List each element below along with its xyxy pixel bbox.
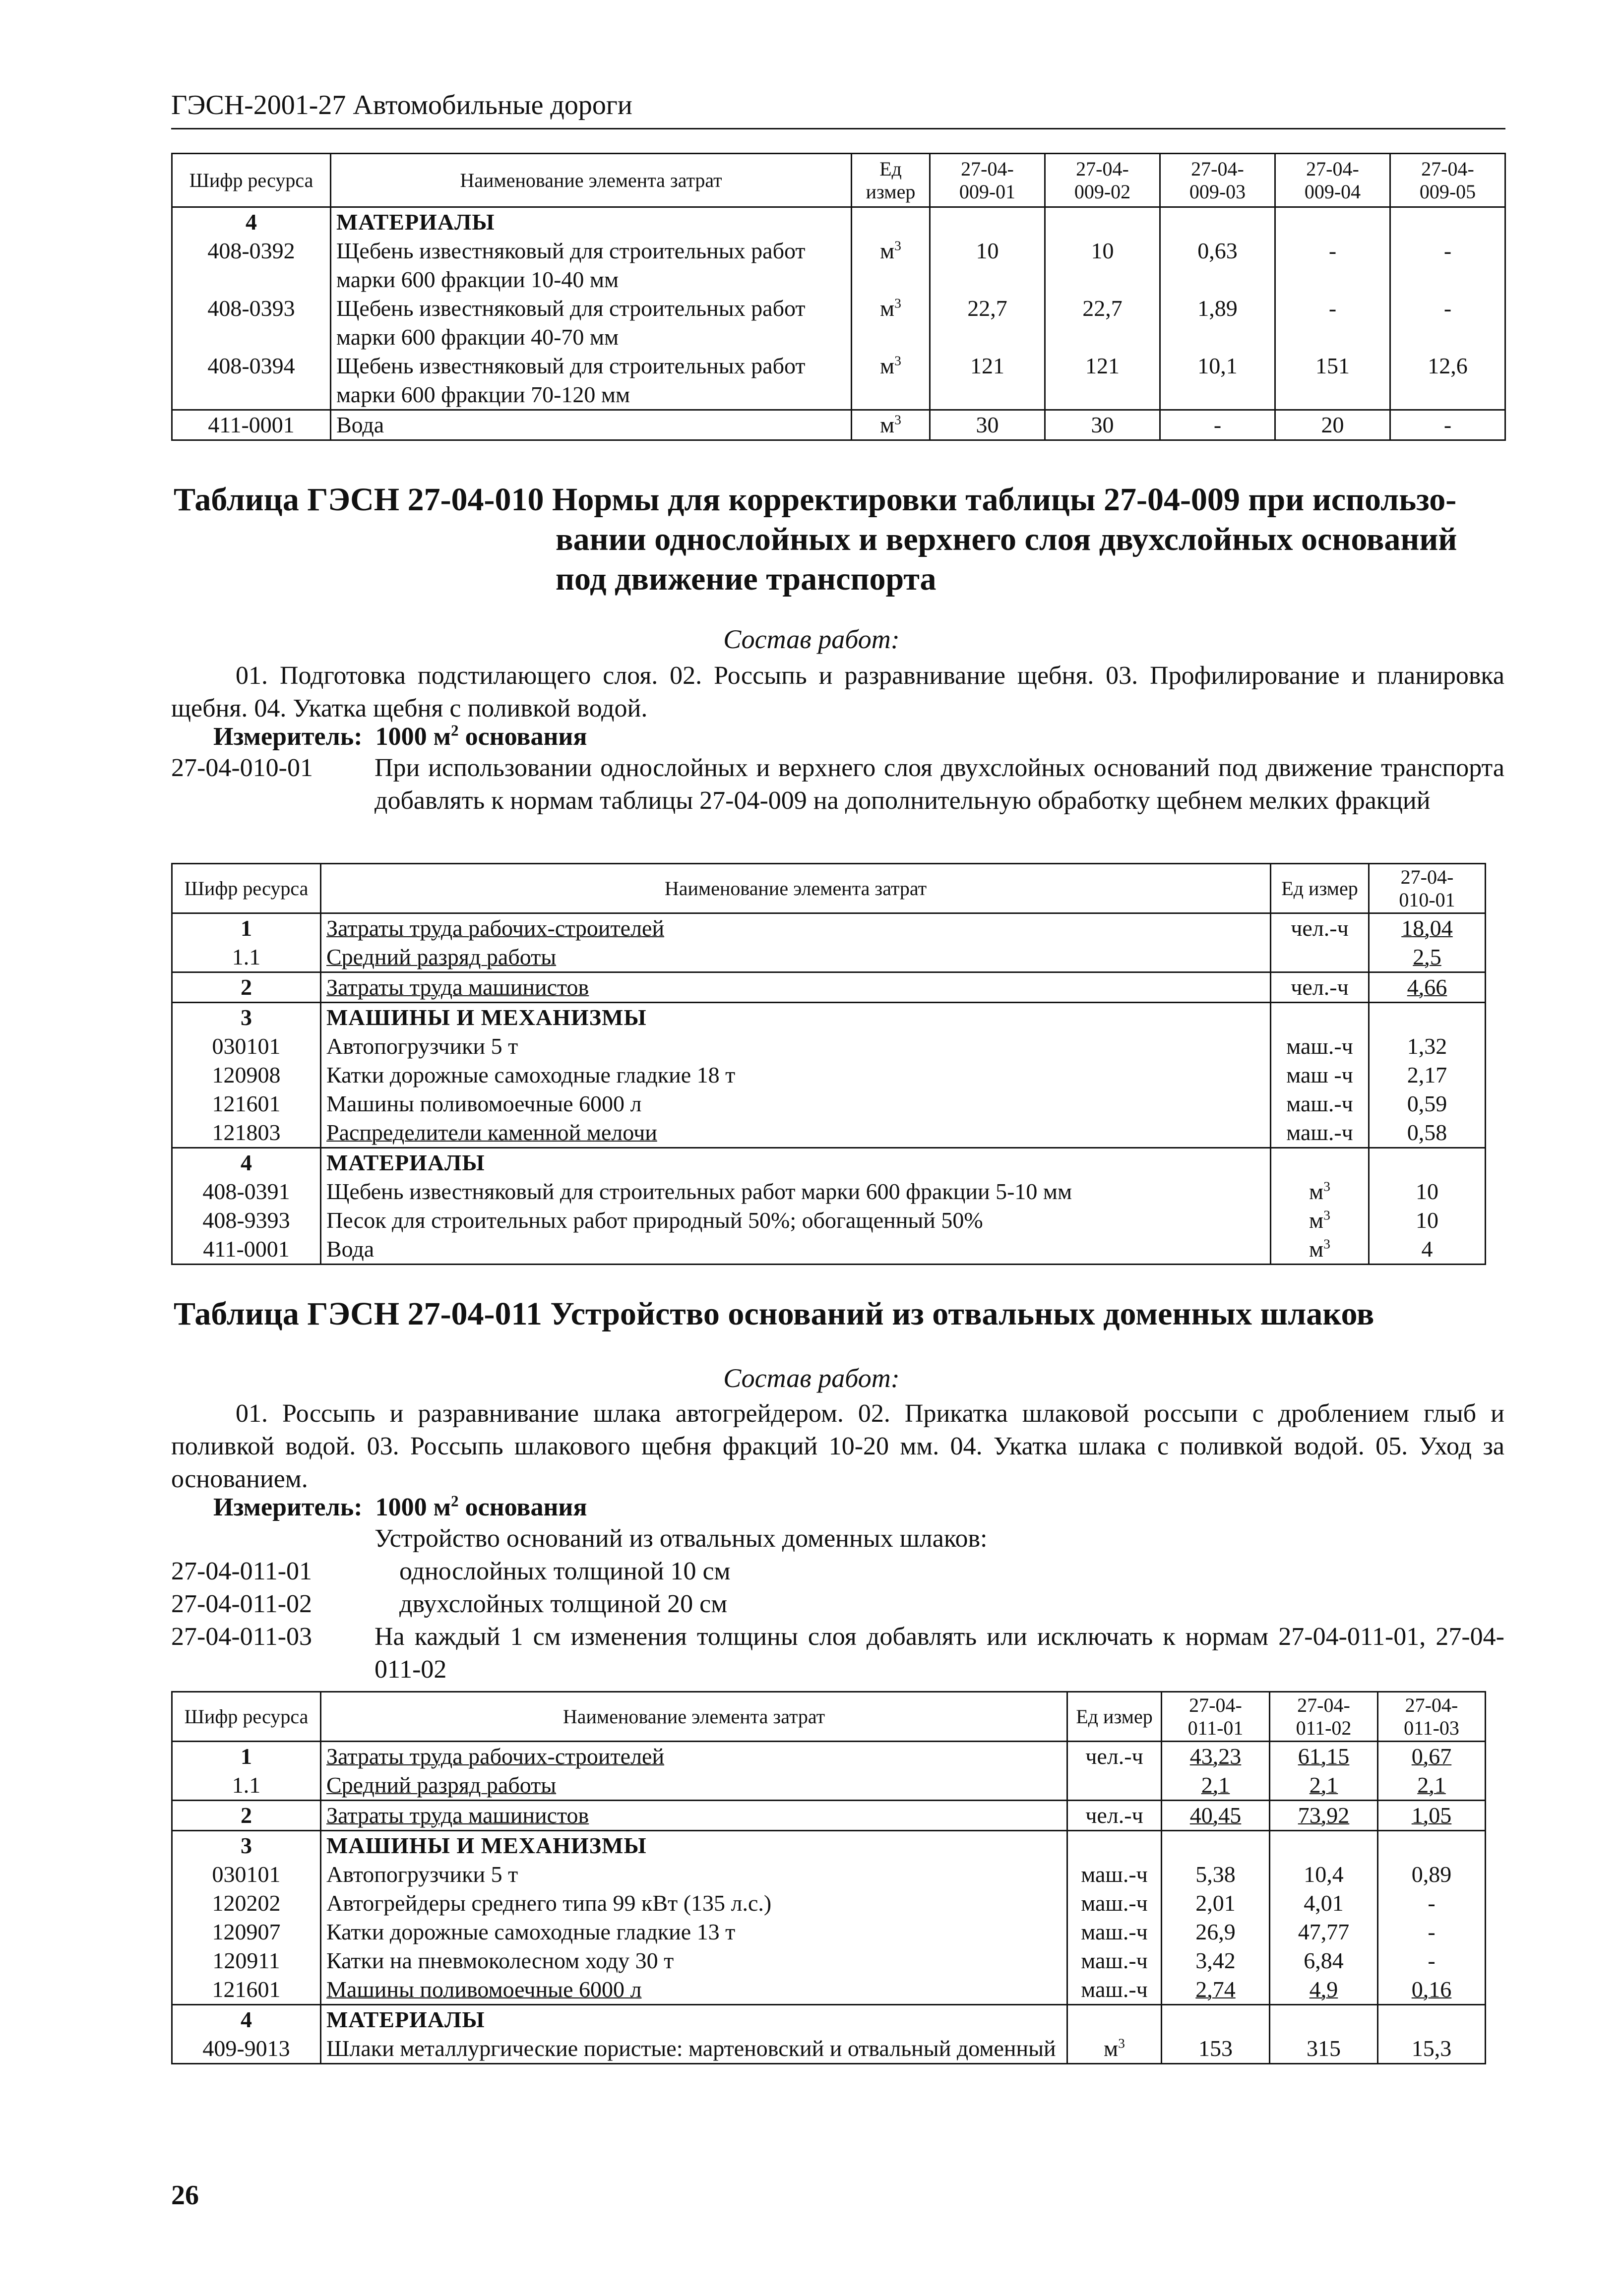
value-cell: 315 — [1270, 2034, 1378, 2064]
composition-heading: Состав работ: — [723, 1363, 900, 1393]
value-cell: 1,89 — [1160, 294, 1275, 352]
measure-label: Измеритель: — [213, 723, 363, 751]
value-cell: 2,1 — [1162, 1771, 1270, 1801]
unit-cell: маш.-ч — [1067, 1860, 1162, 1889]
norm-entry — [171, 1588, 1504, 1621]
value-cell: - — [1390, 410, 1505, 440]
col-header-norm: 27-04- 011-03 — [1378, 1692, 1486, 1742]
value-cell: 151 — [1275, 352, 1390, 410]
norm-description: двухслойных толщиной 20 см — [399, 1590, 728, 1618]
value-cell: 6,84 — [1270, 1946, 1378, 1975]
col-header-norm: 27-04- 009-04 — [1275, 154, 1390, 207]
value-cell: 0,67 — [1378, 1742, 1486, 1771]
measure-label: Измеритель: — [213, 1493, 363, 1521]
value-cell: 22,7 — [1045, 294, 1160, 352]
value-cell: 30 — [930, 410, 1045, 440]
value-cell: 0,16 — [1378, 1975, 1486, 2005]
unit-cell: маш.-ч — [1067, 1975, 1162, 2005]
value-cell: 61,15 — [1270, 1742, 1378, 1771]
section-row — [172, 1003, 1486, 1032]
resource-name: Затраты труда рабочих-строителей — [321, 913, 1271, 943]
table-row — [172, 1235, 1486, 1265]
resource-code: 408-0392 — [172, 237, 331, 294]
value-cell: 3,42 — [1162, 1946, 1270, 1975]
table-title-27-04-010: Таблица ГЭСН 27-04-010 Нормы для корректировки таблицы 27-04-009 при использо- вании однослойных и верхнего слоя двухслойных оснований под движение транспорта — [174, 482, 1457, 597]
resource-name: Катки дорожные самоходные гладкие 18 т — [321, 1061, 1271, 1089]
table-row — [172, 913, 1486, 943]
col-header-unit: Ед измер — [852, 154, 930, 207]
page-number: 26 — [171, 2180, 199, 2211]
resource-name: Затраты труда машинистов — [321, 972, 1271, 1003]
section-code: 3 — [172, 1831, 321, 1861]
value-cell: 2,74 — [1162, 1975, 1270, 2005]
table-row — [172, 1118, 1486, 1148]
table-row — [172, 1742, 1486, 1771]
col-header-name: Наименование элемента затрат — [331, 154, 852, 207]
value-cell: - — [1378, 1889, 1486, 1918]
value-cell: 0,58 — [1369, 1118, 1486, 1148]
resource-name: Распределители каменной мелочи — [321, 1118, 1271, 1148]
col-header-norm: 27-04- 011-02 — [1270, 1692, 1378, 1742]
resource-code: 120202 — [172, 1889, 321, 1918]
value-cell: 121 — [930, 352, 1045, 410]
resource-code: 121601 — [172, 1975, 321, 2005]
unit-cell: $м^3$ — [852, 294, 930, 352]
value-cell: 10 — [1369, 1206, 1486, 1235]
section-title: МАШИНЫ И МЕХАНИЗМЫ — [321, 1831, 1067, 1861]
composition-heading: Состав работ: — [723, 624, 900, 654]
table-row — [172, 972, 1486, 1003]
norm-table-27-04-010 — [171, 863, 1486, 1265]
resource-name: Автопогрузчики 5 т — [321, 1860, 1067, 1889]
norm-code: 27-04-010-01 — [171, 754, 313, 782]
running-title: ГЭСН-2001-27 Автомобильные дороги — [171, 90, 632, 121]
resource-code: 1 — [172, 1742, 321, 1771]
col-header-norm: 27-04- 009-02 — [1045, 154, 1160, 207]
col-header-code: Шифр ресурса — [172, 1692, 321, 1742]
col-header-name: Наименование элемента затрат — [321, 1692, 1067, 1742]
value-cell: 10,1 — [1160, 352, 1275, 410]
col-header-unit: Ед измер — [1271, 864, 1369, 913]
table-row — [172, 2034, 1486, 2064]
unit-cell: маш.-ч — [1067, 1889, 1162, 1918]
table-row — [172, 1177, 1486, 1206]
section-row — [172, 207, 1505, 237]
resource-code: 1.1 — [172, 1771, 321, 1801]
resource-code: 120907 — [172, 1918, 321, 1946]
table-row — [172, 294, 1505, 352]
resource-name: Катки на пневмоколесном ходу 30 т — [321, 1946, 1067, 1975]
resource-name: Средний разряд работы — [321, 943, 1271, 972]
table-row — [172, 1889, 1486, 1918]
table-row — [172, 237, 1505, 294]
norm-table-27-04-009 — [171, 153, 1506, 441]
unit-cell: маш.-ч — [1271, 1118, 1369, 1148]
resource-name: Шлаки металлургические пористые: мартеновский и отвальный доменный — [321, 2034, 1067, 2064]
measure-line: Измеритель: 1000 $м^2$ основания — [213, 1492, 587, 1521]
value-cell: 73,92 — [1270, 1801, 1378, 1831]
value-cell: - — [1275, 294, 1390, 352]
resource-name: Затраты труда рабочих-строителей — [321, 1742, 1067, 1771]
value-cell: 40,45 — [1162, 1801, 1270, 1831]
resource-name: Катки дорожные самоходные гладкие 13 т — [321, 1918, 1067, 1946]
table-row — [172, 1801, 1486, 1831]
unit-cell: $м^3$ — [1271, 1206, 1369, 1235]
unit-cell: $м^3$ — [1271, 1177, 1369, 1206]
table-row — [172, 1061, 1486, 1089]
value-cell: 4,66 — [1369, 972, 1486, 1003]
resource-code: 409-9013 — [172, 2034, 321, 2064]
value-cell: 15,3 — [1378, 2034, 1486, 2064]
table-row — [172, 1206, 1486, 1235]
section-title: МАТЕРИАЛЫ — [331, 207, 852, 237]
header-rule — [171, 128, 1505, 129]
col-header-code: Шифр ресурса — [172, 154, 331, 207]
table-row — [172, 943, 1486, 972]
value-cell: 4 — [1369, 1235, 1486, 1265]
section-row — [172, 2005, 1486, 2035]
value-cell: 20 — [1275, 410, 1390, 440]
composition-text: 01. Россыпь и разравнивание шлака автогрейдером. 02. Прикатка шлаковой россыпи с дроблением глыб и поливкой водой. 03. Россыпь шлакового щебня фракций 10-20 мм. 04. Укатка шлака с поливкой водой. 05. Уход за основанием. — [171, 1399, 1504, 1493]
section-title: МАШИНЫ И МЕХАНИЗМЫ — [321, 1003, 1271, 1032]
unit-cell: чел.-ч — [1067, 1801, 1162, 1831]
value-cell: 47,77 — [1270, 1918, 1378, 1946]
table-row — [172, 1860, 1486, 1889]
unit-cell: маш.-ч — [1271, 1089, 1369, 1118]
value-cell: 121 — [1045, 352, 1160, 410]
section-code: 4 — [172, 1148, 321, 1178]
resource-code: 030101 — [172, 1860, 321, 1889]
resource-code: 411-0001 — [172, 410, 331, 440]
resource-name: Автопогрузчики 5 т — [321, 1032, 1271, 1061]
resource-name: Вода — [321, 1235, 1271, 1265]
value-cell: - — [1378, 1946, 1486, 1975]
unit-cell: $м^3$ — [852, 410, 930, 440]
value-cell: - — [1160, 410, 1275, 440]
resource-name: Щебень известняковый для строительных работ марки 600 фракции 40-70 мм — [331, 294, 852, 352]
section-code: 4 — [172, 2005, 321, 2035]
table-row — [172, 1032, 1486, 1061]
value-cell: 26,9 — [1162, 1918, 1270, 1946]
section-title: МАТЕРИАЛЫ — [321, 2005, 1067, 2035]
section-title: МАТЕРИАЛЫ — [321, 1148, 1271, 1178]
value-cell: 2,5 — [1369, 943, 1486, 972]
norm-entry — [171, 1621, 1504, 1690]
value-cell: 0,59 — [1369, 1089, 1486, 1118]
table-row — [172, 1771, 1486, 1801]
table-row — [172, 1918, 1486, 1946]
value-cell: - — [1390, 237, 1505, 294]
value-cell: 12,6 — [1390, 352, 1505, 410]
resource-code: 2 — [172, 1801, 321, 1831]
resource-name: Вода — [331, 410, 852, 440]
resource-name: Щебень известняковый для строительных работ марки 600 фракции 70-120 мм — [331, 352, 852, 410]
value-cell: 2,17 — [1369, 1061, 1486, 1089]
resource-code: 2 — [172, 972, 321, 1003]
col-header-norm: 27-04- 009-05 — [1390, 154, 1505, 207]
resource-code: 120908 — [172, 1061, 321, 1089]
norm-entry — [171, 752, 1504, 851]
unit-cell: маш.-ч — [1067, 1946, 1162, 1975]
value-cell: 10 — [930, 237, 1045, 294]
value-cell: 10,4 — [1270, 1860, 1378, 1889]
value-cell: 10 — [1045, 237, 1160, 294]
table-row — [172, 410, 1505, 440]
resource-name: Щебень известняковый для строительных работ марки 600 фракции 10-40 мм — [331, 237, 852, 294]
value-cell: 2,01 — [1162, 1889, 1270, 1918]
table-row — [172, 1946, 1486, 1975]
value-cell: 153 — [1162, 2034, 1270, 2064]
norm-code: 27-04-011-01 — [171, 1557, 312, 1585]
value-cell: 4,9 — [1270, 1975, 1378, 2005]
section-code: 3 — [172, 1003, 321, 1032]
section-row — [172, 1148, 1486, 1178]
col-header-code: Шифр ресурса — [172, 864, 321, 913]
measure-value: 1000 м — [375, 723, 451, 751]
value-cell: 0,89 — [1378, 1860, 1486, 1889]
resource-code: 411-0001 — [172, 1235, 321, 1265]
resource-code: 1.1 — [172, 943, 321, 972]
resource-code: 1 — [172, 913, 321, 943]
section-code: 4 — [172, 207, 331, 237]
col-header-norm: 27-04- 009-03 — [1160, 154, 1275, 207]
unit-cell: маш -ч — [1271, 1061, 1369, 1089]
unit-cell: чел.-ч — [1271, 913, 1369, 943]
measure-line: Измеритель: 1000 $м^2$ основания — [213, 722, 587, 751]
norm-table-27-04-011 — [171, 1691, 1486, 2064]
value-cell: - — [1275, 237, 1390, 294]
resource-name: Машины поливомоечные 6000 л — [321, 1975, 1067, 2005]
measure-value: 1000 м — [375, 1493, 451, 1521]
value-cell: 2,1 — [1270, 1771, 1378, 1801]
col-header-unit: Ед измер — [1067, 1692, 1162, 1742]
norm-description: На каждый 1 см изменения толщины слоя добавлять или исключать к нормам 27-04-011-01, 27-04-011-02 — [375, 1623, 1504, 1684]
table-title-27-04-011: Таблица ГЭСН 27-04-011 Устройство оснований из отвальных доменных шлаков — [174, 1296, 1374, 1332]
value-cell: 18,04 — [1369, 913, 1486, 943]
table-row — [172, 1975, 1486, 2005]
table-row — [172, 1089, 1486, 1118]
value-cell: 4,01 — [1270, 1889, 1378, 1918]
unit-cell: $м^3$ — [852, 237, 930, 294]
col-header-name: Наименование элемента затрат — [321, 864, 1271, 913]
resource-code: 408-9393 — [172, 1206, 321, 1235]
resource-code: 120911 — [172, 1946, 321, 1975]
col-header-norm: 27-04- 010-01 — [1369, 864, 1486, 913]
norm-code: 27-04-011-02 — [171, 1590, 312, 1618]
norm-description: При использовании однослойных и верхнего слоя двухслойных оснований под движение транспорта добавлять к нормам таблицы 27-04-009 на дополнительную обработку щебнем мелких фракций — [375, 754, 1504, 815]
resource-code: 121601 — [172, 1089, 321, 1118]
unit-cell: $м^3$ — [1067, 2034, 1162, 2064]
norm-description: однослойных толщиной 10 см — [399, 1557, 731, 1585]
table-row — [172, 352, 1505, 410]
unit-cell: маш.-ч — [1271, 1032, 1369, 1061]
resource-name: Автогрейдеры среднего типа 99 кВт (135 л.с.) — [321, 1889, 1067, 1918]
unit-cell — [1067, 1771, 1162, 1801]
resource-code: 121803 — [172, 1118, 321, 1148]
col-header-norm: 27-04- 011-01 — [1162, 1692, 1270, 1742]
norm-entry — [171, 1555, 1504, 1588]
resource-name: Затраты труда машинистов — [321, 1801, 1067, 1831]
unit-cell: чел.-ч — [1067, 1742, 1162, 1771]
unit-cell: $м^3$ — [1271, 1235, 1369, 1265]
value-cell: 1,32 — [1369, 1032, 1486, 1061]
resource-code: 408-0391 — [172, 1177, 321, 1206]
resource-code: 030101 — [172, 1032, 321, 1061]
unit-cell: маш.-ч — [1067, 1918, 1162, 1946]
value-cell: 2,1 — [1378, 1771, 1486, 1801]
resource-code: 408-0393 — [172, 294, 331, 352]
unit-cell: чел.-ч — [1271, 972, 1369, 1003]
section-row — [172, 1831, 1486, 1861]
value-cell: 10 — [1369, 1177, 1486, 1206]
value-cell: 30 — [1045, 410, 1160, 440]
unit-cell: $м^3$ — [852, 352, 930, 410]
resource-name: Машины поливомоечные 6000 л — [321, 1089, 1271, 1118]
value-cell: 1,05 — [1378, 1801, 1486, 1831]
resource-code: 408-0394 — [172, 352, 331, 410]
resource-name: Песок для строительных работ природный 50%; обогащенный 50% — [321, 1206, 1271, 1235]
composition-text: 01. Подготовка подстилающего слоя. 02. Россыпь и разравнивание щебня. 03. Профилирование и планировка щебня. 04. Укатка щебня с поливкой водой. — [171, 662, 1504, 723]
value-cell: 22,7 — [930, 294, 1045, 352]
norm-intro: Устройство оснований из отвальных доменных шлаков: — [375, 1524, 988, 1553]
col-header-norm: 27-04- 009-01 — [930, 154, 1045, 207]
value-cell: - — [1378, 1918, 1486, 1946]
value-cell: - — [1390, 294, 1505, 352]
value-cell: 0,63 — [1160, 237, 1275, 294]
value-cell: 5,38 — [1162, 1860, 1270, 1889]
norm-code: 27-04-011-03 — [171, 1623, 312, 1651]
value-cell: 43,23 — [1162, 1742, 1270, 1771]
resource-name: Средний разряд работы — [321, 1771, 1067, 1801]
unit-cell — [1271, 943, 1369, 972]
resource-name: Щебень известняковый для строительных работ марки 600 фракции 5-10 мм — [321, 1177, 1271, 1206]
